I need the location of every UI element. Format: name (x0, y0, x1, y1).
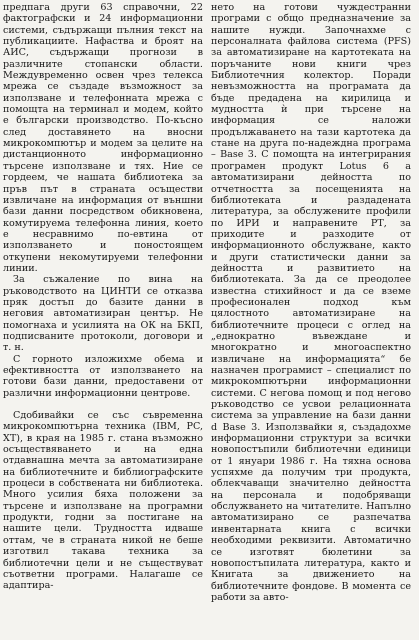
right-column (211, 2, 411, 640)
column-gutter (206, 0, 207, 640)
paragraph: предпага други 63 справочни, 22 фактографски и 24 информационни системи, съдържащи пълния текст на публикациите. Нафаства и броят на АИС, съдържащи прогнози в различните стопански области. Междувременно освен чрез телекса мрежа се създаде възможност за използване и телефонната мрежа с помощта на терминал и модем, който е български производство. По-късно след доставянето на вносни микрокомпютър и модем за целите на дистанционното информационно търсене използване и тях. Ние се гордеем, че нашата библиотека за пръв път в страната осъществи извличане на информация от външни бази данни посредством обикновена, комутируема телефонна линия, което е несравнимо по-евтина от използването и поностоящем откупени некомутируеми телефонни линии. (3, 2, 203, 274)
paragraph: Сдобивайки се със съвременна микрокомпютърна техника (IBM, PC, XT), в края на 1985 г. стана възможно осъществяването и на една отдавнашна мечта за автоматизиране на библиотечните и библиографските процеси в собствената ни библиотека. Много усилия бяха положени за търсене и използване на програмни продукти, годни за постигане на нашите цели. Трудността идваше оттам, че в страната никой не беше изготвил такава техника за библиотечни цели и не съществуват съответни програми. Налагаше се адаптира- (3, 410, 203, 592)
paragraph: нето на готови чуждестранни програми с общо предназначение за нашите нужди. Започнахме с персоналната файлова система (PFS) за автоматизиране на картотеката на поръчаните нови книги чрез Библиотечния колектор. Поради невъзможността на програмата да бъде предадена на кирилица и мудността ѝ при търсене на информация се наложи продължаването на тази картотека да стане на друга по-надеждна програма – Base 3. С помощта на интегрирания програмен продукт Lotus 6 а автоматизирани дейността по отчетността за посещенията на библиотеката и раздадената литература, за обслужените профили по ИРИ и направените РТ, за приходите и разходите от информационното обслужване, както и други статистически данни за дейността и развитието на библиотеката. За да се преодолее известна стихийност и да се вземе професионален подход към цялостното автоматизиране на библиотечните процеси с оглед на „еднократно въвеждане и многократно и многоаспектно извличане на информацията“ бе назначен програмист – специалист по микрокомпютърни информационни системи. С негова помощ и под негово ръководство се усвои релационната система за управление на бази данни d Base 3. Използвайки я, създадохме информационни структури за всички новопостъпили библиотечни единици от 1 януари 1986 г. На тяхна основа успяхме да получим три продукта, облекчаващи значително дейността на персонала и подобряващи обслужването на читателите. Напълно автоматизирано се разпечатва инвентарната книга с всички необходими реквизити. Автоматично се изготвят бюлетини за новопостъпилата литература, както и Книгата за движението на библиотечните фондове. В момента се работи за авто- (211, 2, 411, 603)
paragraph: С горното изложихме обема и ефективността от използването на готови бази данни, предоставени от различни информационни центрове. (3, 353, 203, 399)
paragraph: За съжаление по вина на ръководството на ЦИНТИ се отказва пряк достъп до базите данни в неговия автоматизиран център. Не помогнаха и усилията на ОК на БКП, подписваните протоколи, договори и т. н. (3, 274, 203, 354)
left-column (3, 2, 203, 640)
